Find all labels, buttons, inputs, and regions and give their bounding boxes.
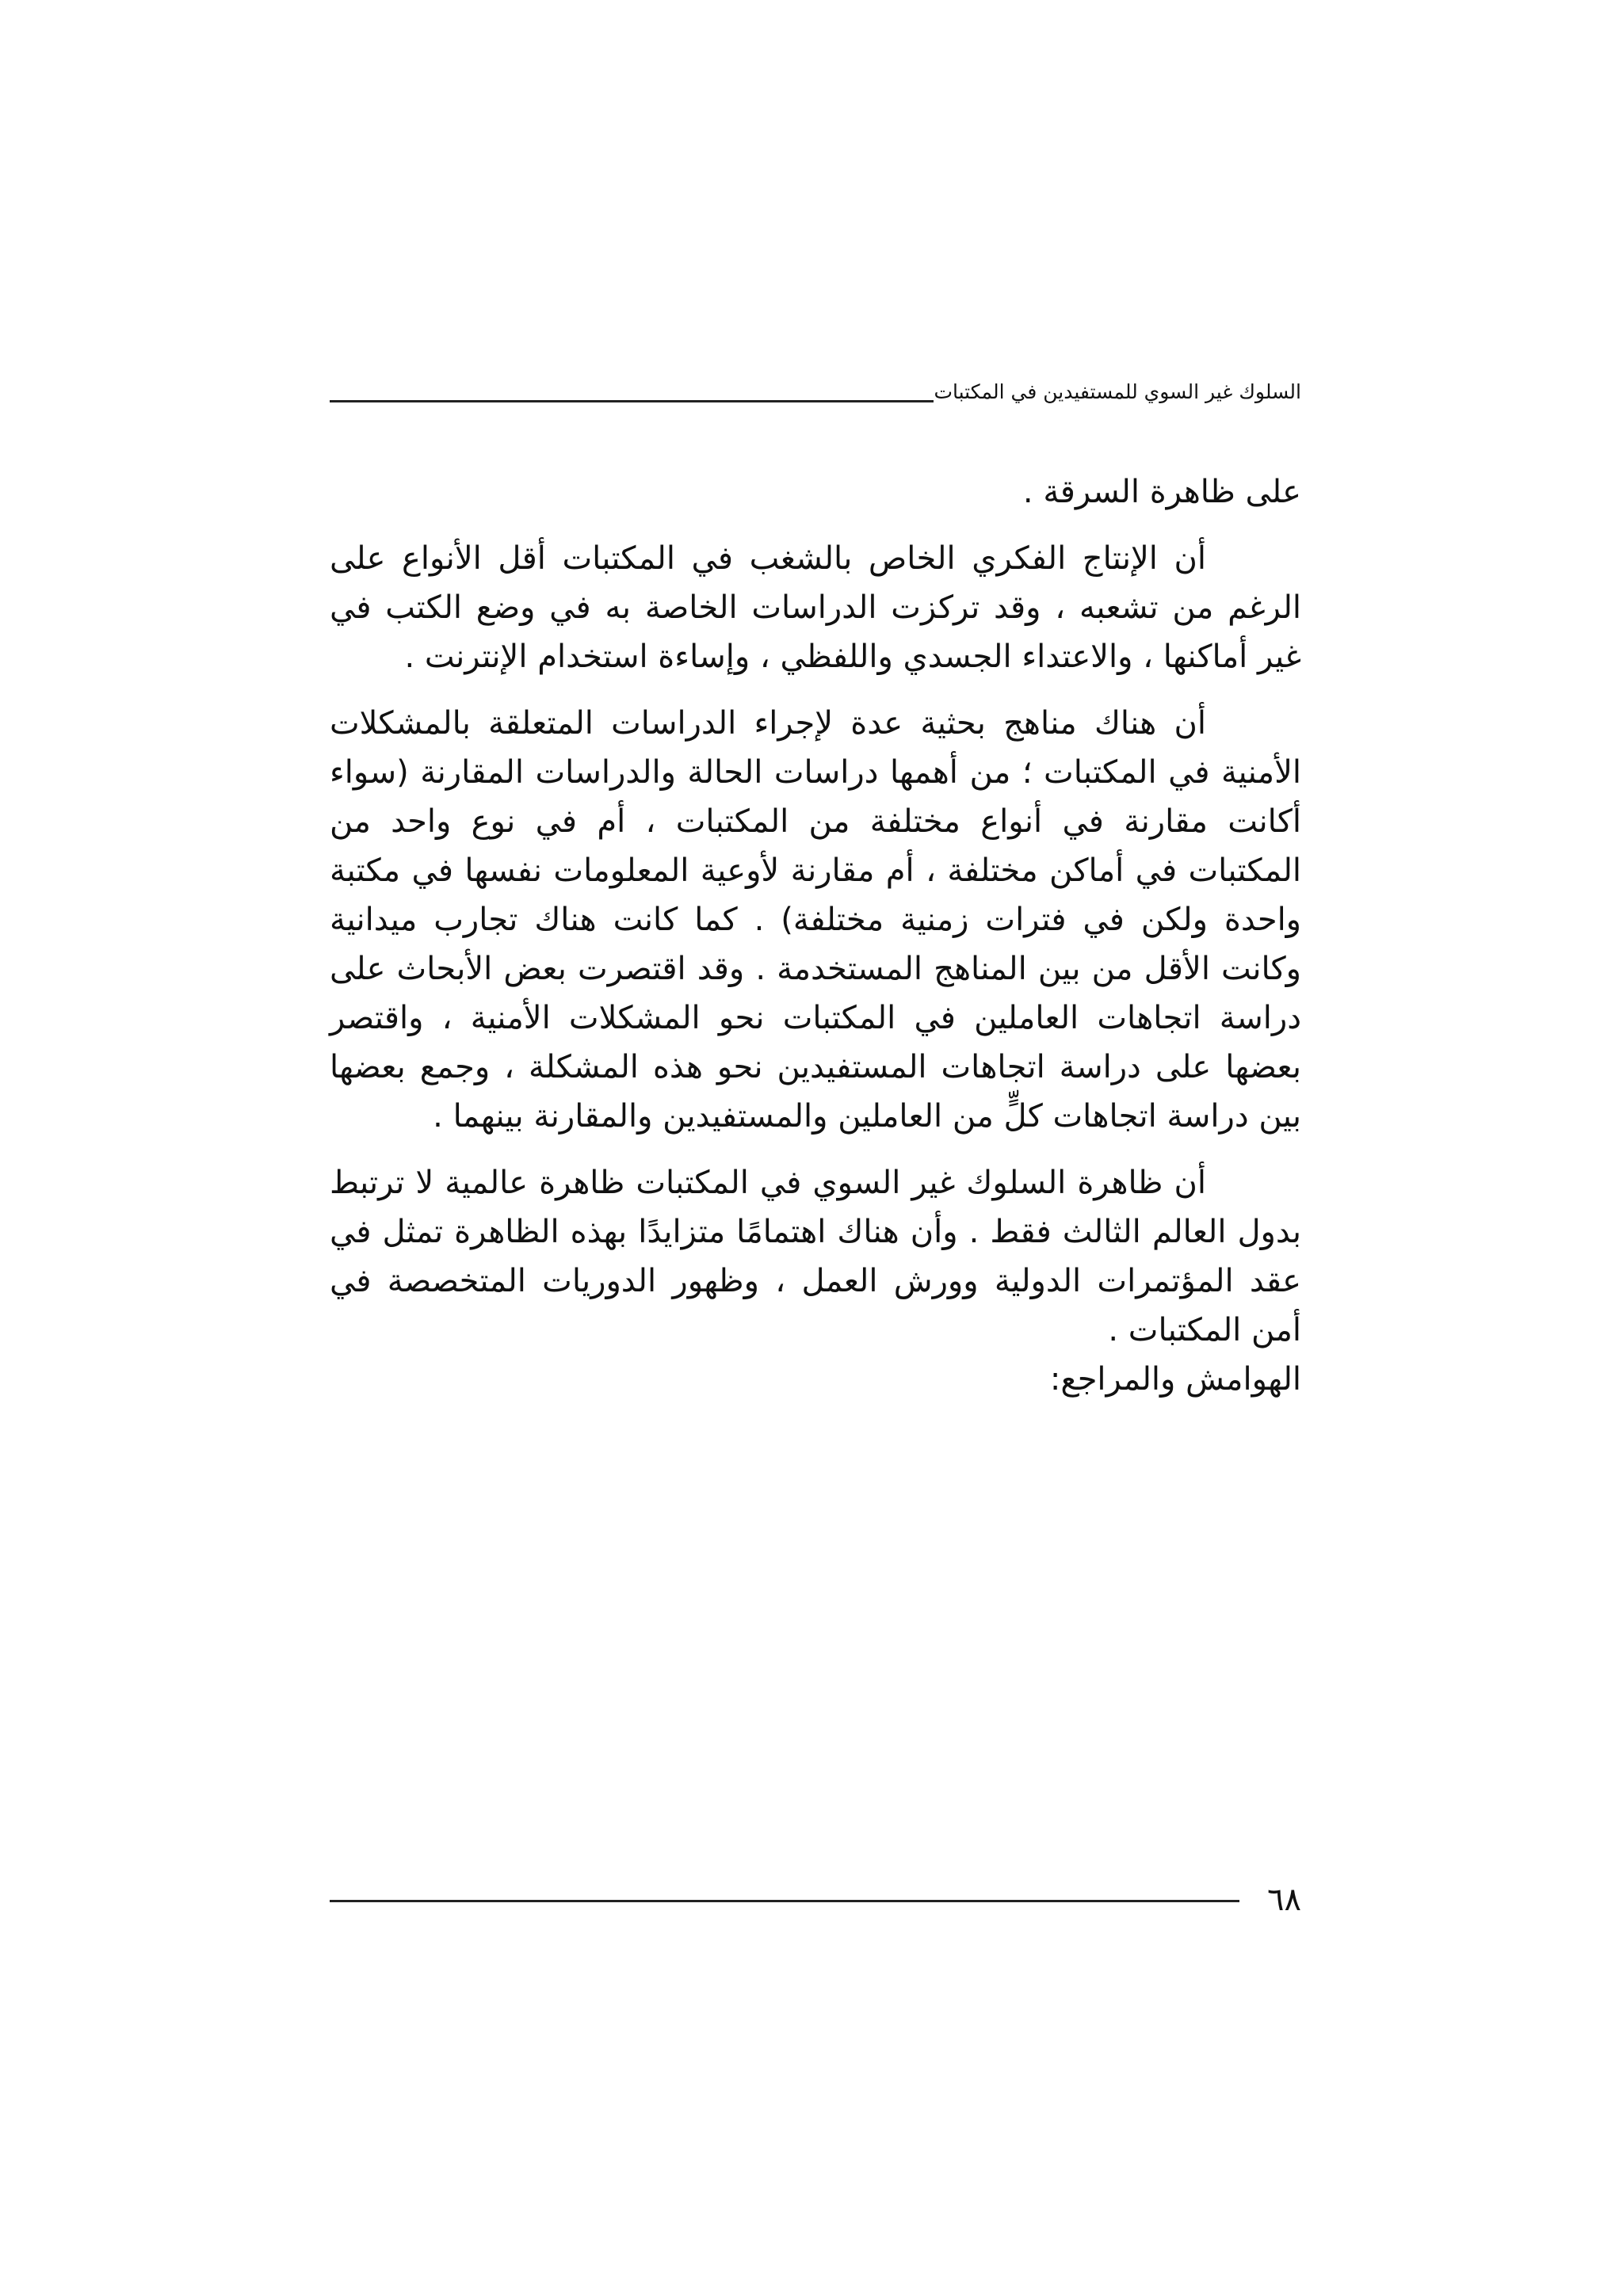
footer-rule: [330, 1900, 1239, 1902]
body-text: [330, 467, 1301, 1404]
paragraph-research-methods: أن هناك مناهج بحثية عدة لإجراء الدراسات المتعلقة بالمشكلات الأمنية في المكتبات ؛ من أهمها دراسات الحالة والدراسات المقارنة (سواء أكانت مقارنة في أنواع مختلفة من المكتبات ، أم في نوع واحد من المكتبات في أماكن مختلفة ، أم مقارنة لأوعية المعلومات نفسها في مكتبة واحدة ولكن في فترات زمنية مختلفة) . كما كانت هناك تجارب ميدانية وكانت الأقل من بين المناهج المستخدمة . وقد اقتصرت بعض الأبحاث على دراسة اتجاهات العاملين في المكتبات نحو المشكلات الأمنية ، واقتصر بعضها على دراسة اتجاهات المستفيدين نحو هذه المشكلة ، وجمع بعضها بين دراسة اتجاهات كلٍّ من العاملين والمستفيدين والمقارنة بينهما .: [330, 705, 1301, 1135]
paragraph-global-phenomenon: أن ظاهرة السلوك غير السوي في المكتبات ظاهرة عالمية لا ترتبط بدول العالم الثالث فقط . وأن هناك اهتمامًا متزايدًا بهذه الظاهرة تمثل في عقد المؤتمرات الدولية وورش العمل ، وظهور الدوريات المتخصصة في أمن المكتبات .: [330, 1165, 1301, 1348]
header-rule: [330, 400, 934, 402]
running-header: [330, 376, 1301, 407]
references-heading: الهوامش والمراجع:: [1049, 1361, 1301, 1398]
paragraph-riot-literature: أن الإنتاج الفكري الخاص بالشغب في المكتبات أقل الأنواع على الرغم من تشعبه ، وقد تركزت الدراسات الخاصة به في وضع الكتب في غير أماكنها ، والاعتداء الجسدي واللفظي ، وإساءة استخدام الإنترنت .: [330, 540, 1301, 675]
running-header-title: السلوك غير السوي للمستفيدين في المكتبات: [934, 380, 1301, 403]
paragraph-continuation: على ظاهرة السرقة .: [1022, 474, 1301, 510]
page-number: ٦٨: [1267, 1882, 1301, 1918]
